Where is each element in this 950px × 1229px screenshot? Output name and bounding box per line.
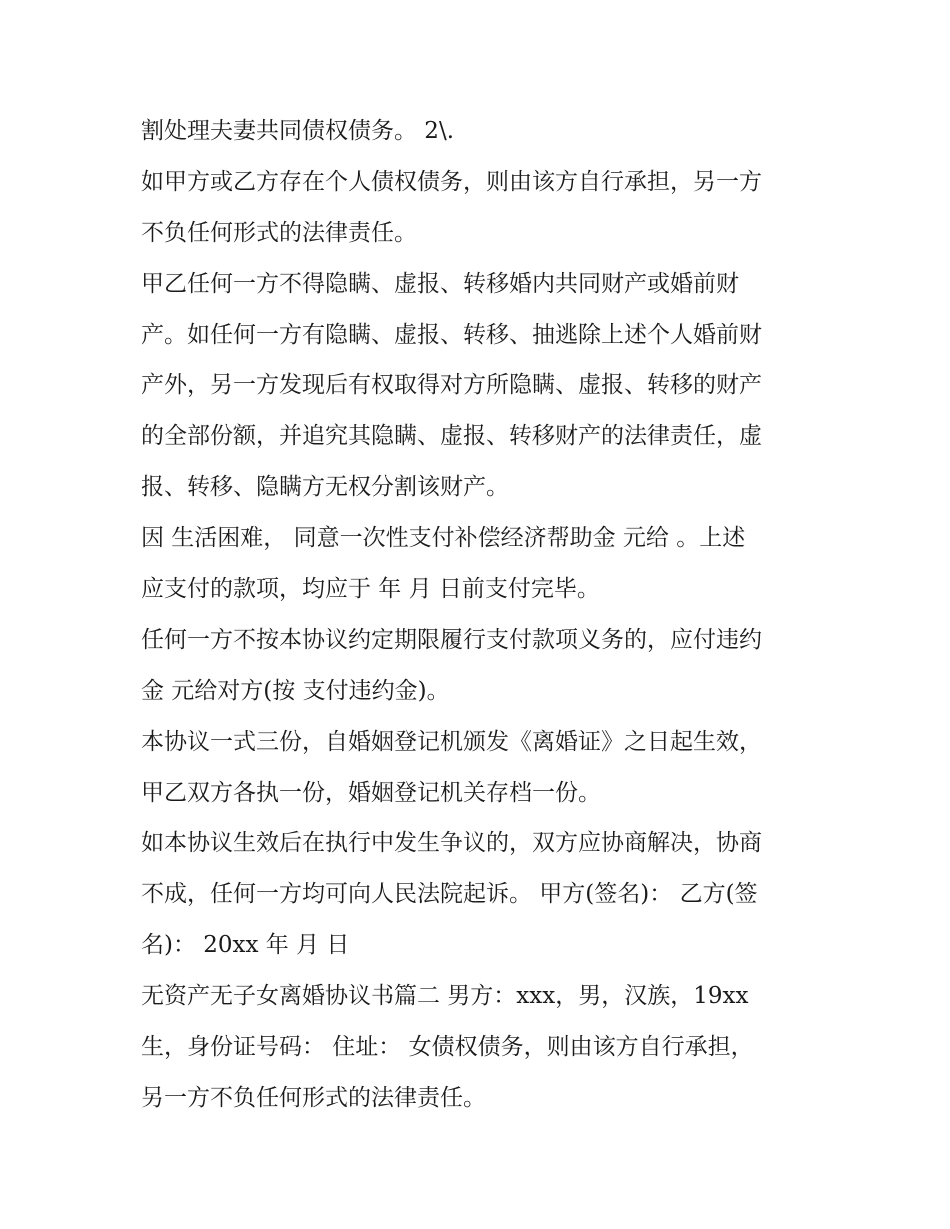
- text-line: 金 元给对方(按 支付违约金)。: [141, 677, 450, 704]
- text-line: 应支付的款项，均应于 年 月 日前支付完毕。: [141, 576, 600, 603]
- text-line: 因 生活困难， 同意一次性支付补偿经济帮助金 元给 。上述: [141, 525, 746, 552]
- text-line: 另一方不负任何形式的法律责任。: [141, 1084, 486, 1111]
- text-line: 的全部份额，并追究其隐瞒、虚报、转移财产的法律责任，虚: [141, 423, 762, 450]
- text-line: 割处理夫妻共同债权债务。 2\.: [141, 118, 455, 144]
- text-line: 任何一方不按本协议约定期限履行支付款项义务的，应付违约: [141, 626, 762, 653]
- document-body: [141, 106, 821, 1124]
- text-line: 如本协议生效后在执行中发生争议的，双方应协商解决，协商: [141, 830, 762, 857]
- text-line: 名)： 20xx 年 月 日: [141, 932, 350, 959]
- text-line: 甲乙双方各执一份，婚姻登记机关存档一份。: [141, 779, 601, 806]
- text-line: 报、转移、隐瞒方无权分割该财产。: [141, 474, 509, 501]
- text-line: 如甲方或乙方存在个人债权债务，则由该方自行承担，另一方: [141, 168, 762, 195]
- text-line: 无资产无子女离婚协议书篇二 男方：xxx，男，汉族，19xx: [141, 983, 749, 1010]
- text-line: 不成，任何一方均可向人民法院起诉。 甲方(签名)： 乙方(签: [141, 881, 758, 908]
- text-line: 产外，另一方发现后有权取得对方所隐瞒、虚报、转移的财产: [141, 372, 762, 399]
- text-line: 生，身份证号码： 住址： 女债权债务，则由该方自行承担，: [141, 1034, 754, 1061]
- text-line: 产。如任何一方有隐瞒、虚报、转移、抽逃除上述个人婚前财: [141, 321, 762, 348]
- text-line: 不负任何形式的法律责任。: [141, 219, 417, 246]
- text-line: 本协议一式三份，自婚姻登记机颁发《离婚证》之日起生效，: [141, 728, 762, 755]
- text-line: 甲乙任何一方不得隐瞒、虚报、转移婚内共同财产或婚前财: [141, 270, 739, 297]
